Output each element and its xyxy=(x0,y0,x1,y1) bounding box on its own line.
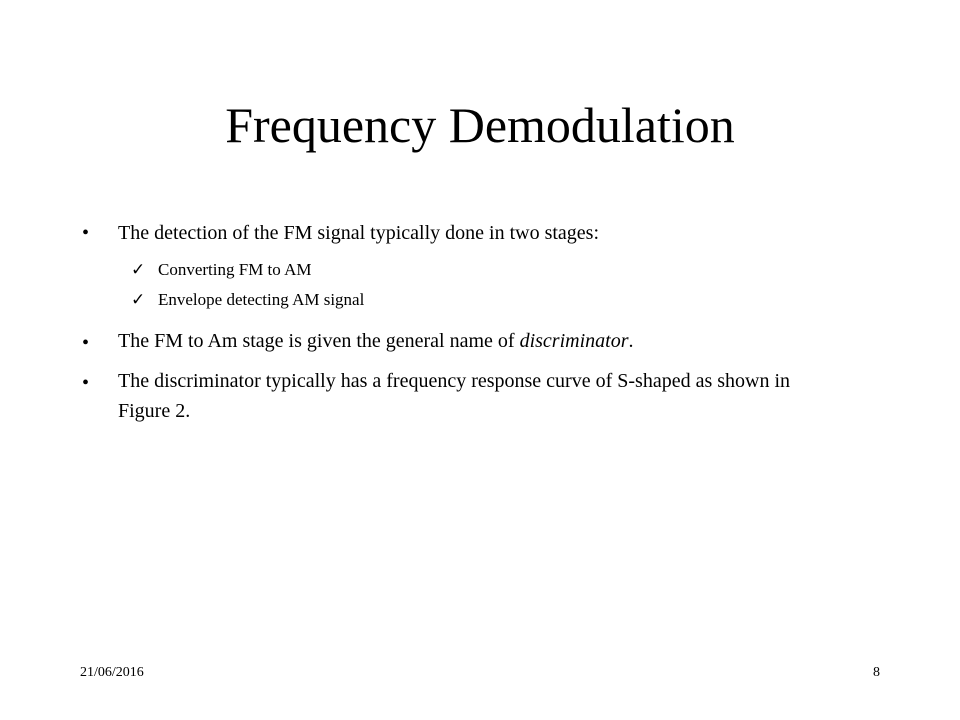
footer-date: 21/06/2016 xyxy=(80,665,144,680)
sub-item-text: Envelope detecting AM signal xyxy=(158,290,365,309)
check-icon: ✓ xyxy=(131,260,146,280)
bullet-marker: • xyxy=(82,332,90,354)
bullet-marker: • xyxy=(82,372,90,394)
page-number: 8 xyxy=(873,665,880,680)
check-icon: ✓ xyxy=(131,290,146,310)
bullet-marker: • xyxy=(82,222,90,244)
bullet-text-part: The FM to Am stage is given the general name of xyxy=(118,330,520,352)
sub-item-text: Converting FM to AM xyxy=(158,260,312,279)
bullet-text xyxy=(118,326,818,356)
slide-title: Frequency Demodulation xyxy=(225,97,735,153)
emphasis-term: discriminator xyxy=(519,330,629,352)
bullet-text: The detection of the FM signal typically done in two stages: xyxy=(118,222,600,244)
bullet-text: The discriminator typically has a frequency response curve of S-shaped as shown in Figure 2. xyxy=(118,370,791,422)
bullet-text-part: . xyxy=(628,330,634,352)
